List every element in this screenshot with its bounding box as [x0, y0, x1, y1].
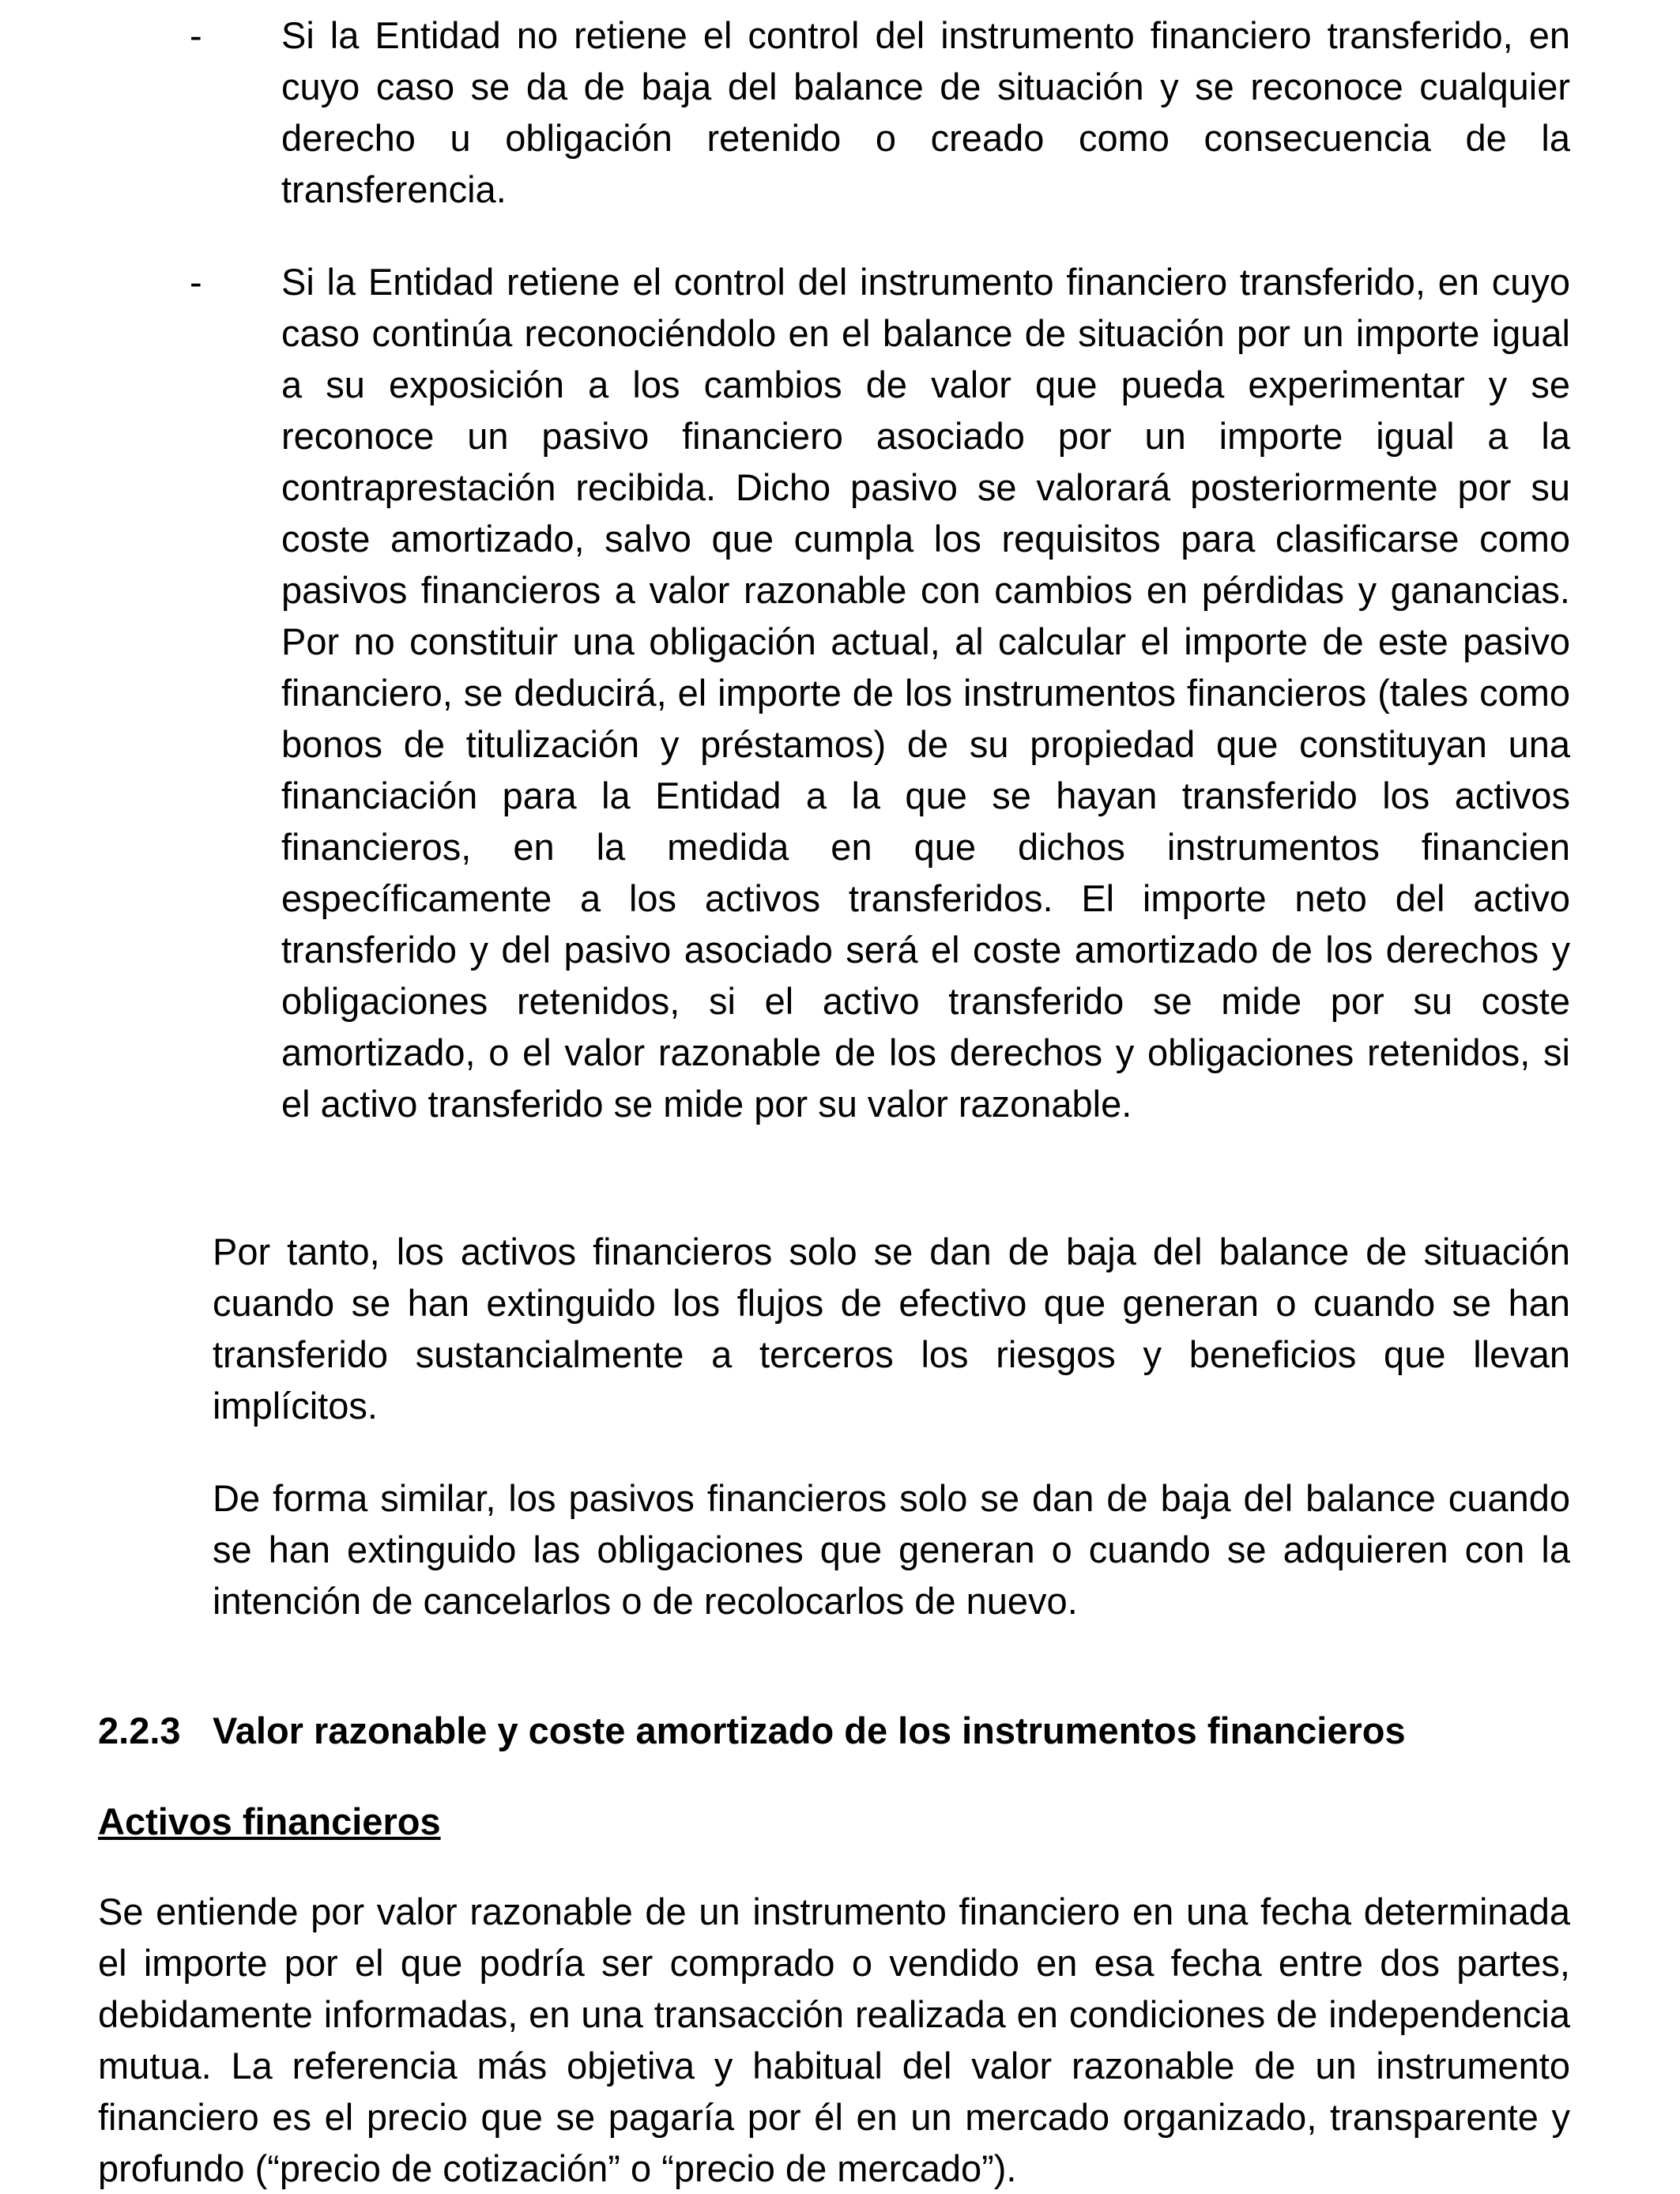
section-heading: [98, 1705, 1599, 1756]
bullet-item-no-control: [190, 9, 1570, 215]
paragraph-fair-value-definition: Se entiende por valor razonable de un instrumento financiero en una fecha determinada el importe por el que podría ser comprado o vendido en esa fecha entre dos partes, debidamente informadas, en una transacción realizada en condiciones de independencia mutua. La referencia más objetiva y habitual del valor razonable de un instrumento financiero es el precio que se pagaría por él en un mercado organizado, transparente y profundo (“precio de cotización” o “precio de mercado”).: [98, 1891, 1570, 2189]
bullet-text: Si la Entidad no retiene el control del instrumento financiero transferido, en cuyo caso se da de baja del balance de situación y se reconoce cualquier derecho u obligación retenido o creado como consecuencia de la transferencia.: [281, 14, 1570, 210]
bullet-marker: -: [190, 261, 202, 303]
paragraph-financial-liabilities-derecognition: De forma similar, los pasivos financieros solo se dan de baja del balance cuando se han extinguido las obligaciones que generan o cuando se adquieren con la intención de cancelarlos o de recolocarlos de nuevo.: [213, 1477, 1570, 1622]
section-title: Valor razonable y coste amortizado de los instrumentos financieros: [213, 1710, 1406, 1751]
bullet-item-retains-control: [190, 256, 1570, 1129]
section-number: 2.2.3: [98, 1710, 181, 1751]
bullet-text: Si la Entidad retiene el control del instrumento financiero transferido, en cuyo caso continúa reconociéndolo en el balance de situación por un importe igual a su exposición a los cambios de valor que pueda experimentar y se reconoce un pasivo financiero asociado por un importe igual a la contraprestación recibida. Dicho pasivo se valorará posteriormente por su coste amortizado, salvo que cumpla los requisitos para clasificarse como pasivos financieros a valor razonable con cambios en pérdidas y ganancias. Por no constituir una obligación actual, al calcular el importe de este pasivo financiero, se deducirá, el importe de los instrumentos financieros (tales como bonos de titulización y préstamos) de su propiedad que constituyan una financiación para la Entidad a la que se hayan transferido los activos financieros, en la medida en que dichos instrumentos financien específicamente a los activos transferidos. El importe neto del activo transferido y del pasivo asociado será el coste amortizado de los derechos y obligaciones retenidos, si el activo transferido se mide por su coste amortizado, o el valor razonable de los derechos y obligaciones retenidos, si el activo transferido se mide por su valor razonable.: [281, 261, 1570, 1125]
paragraph-financial-assets-derecognition: Por tanto, los activos financieros solo se dan de baja del balance de situación cuando se han extinguido los flujos de efectivo que generan o cuando se han transferido sustancialmente a terceros los riesgos y beneficios que llevan implícitos.: [213, 1231, 1570, 1427]
bullet-marker: -: [190, 14, 202, 56]
subsection-heading: Activos financieros: [98, 1800, 441, 1842]
